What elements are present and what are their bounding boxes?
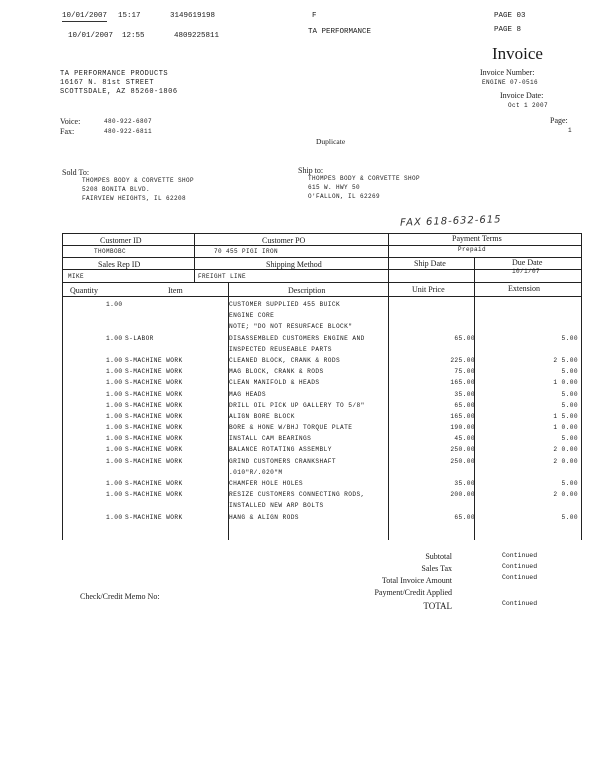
item-description: ALIGN BORE BLOCK	[229, 412, 295, 420]
item-unit-price: 35.00	[454, 480, 475, 487]
invoice-date-label: Invoice Date:	[500, 91, 544, 100]
table-row	[62, 334, 582, 345]
total-invoice-value: Continued	[502, 574, 538, 581]
item-qty: 1.00	[106, 334, 123, 342]
header-shipping-method: Shipping Method	[266, 260, 322, 269]
table-row	[62, 513, 582, 524]
ship-to-name: THOMPES BODY & CORVETTE SHOP	[308, 175, 421, 182]
item-extension: 2 0.00	[553, 491, 578, 499]
customer-po-value: 70 455 PIGI IRON	[214, 248, 279, 255]
voice-number: 480-922-6807	[104, 118, 153, 125]
header-ship-date: Ship Date	[414, 259, 446, 268]
company-street: 16167 N. 81st STREET	[60, 79, 155, 87]
item-code: S-LABOR	[125, 334, 154, 342]
table-row	[62, 401, 582, 412]
item-extension: 5.00	[561, 401, 578, 409]
item-extension: 2 0.00	[553, 457, 578, 465]
item-code: S-MACHINE WORK	[125, 480, 183, 487]
table-line	[62, 257, 582, 258]
table-row	[62, 423, 582, 434]
fax-header-company: TA PERFORMANCE	[308, 28, 372, 36]
header-unit-price: Unit Price	[412, 285, 445, 294]
fax-header-page-1: PAGE 03	[494, 12, 526, 20]
item-description: CUSTOMER SUPPLIED 455 BUICK	[229, 301, 341, 308]
item-code: S-MACHINE WORK	[125, 446, 183, 454]
subtotal-value: Continued	[502, 552, 538, 559]
sales-tax-label: Sales Tax	[421, 564, 452, 573]
fax-header-code-1: F	[312, 12, 317, 20]
item-description: CLEAN MANIFOLD & HEADS	[229, 379, 320, 387]
item-description: HANG & ALIGN RODS	[229, 513, 299, 521]
payment-applied-label: Payment/Credit Applied	[374, 588, 452, 597]
item-description: MAG HEADS	[229, 390, 267, 398]
item-extension: 5.00	[561, 390, 578, 398]
item-extension: 5.00	[561, 435, 578, 443]
total-invoice-label: Total Invoice Amount	[381, 576, 452, 585]
item-code: S-MACHINE WORK	[125, 401, 183, 409]
fax-label: Fax:	[60, 127, 75, 136]
item-unit-price: 45.00	[454, 435, 475, 443]
item-unit-price: 65.00	[454, 401, 475, 409]
company-city: SCOTTSDALE, AZ 85260-1806	[60, 88, 178, 96]
table-line	[62, 269, 582, 270]
item-qty: 1.00	[106, 412, 123, 420]
item-qty: 1.00	[106, 390, 123, 398]
item-extension: 5.00	[561, 368, 578, 376]
due-date-value: 10/1/07	[512, 268, 541, 275]
sales-tax-value: Continued	[502, 563, 538, 570]
table-row	[62, 490, 582, 501]
item-qty: 1.00	[106, 368, 123, 376]
invoice-date: Oct 1 2007	[508, 102, 549, 109]
fax-header-time-2: 12:55	[122, 32, 145, 40]
fax-header-page-2: PAGE 8	[494, 26, 522, 34]
table-line	[62, 296, 582, 297]
item-qty: 1.00	[106, 480, 123, 487]
table-divider	[474, 257, 475, 282]
table-row	[62, 479, 582, 490]
table-row	[62, 412, 582, 423]
item-extension: 5.00	[561, 334, 578, 342]
item-code: S-MACHINE WORK	[125, 368, 183, 376]
header-item: Item	[168, 286, 183, 295]
item-qty: 1.00	[106, 513, 123, 521]
item-extension: 5.00	[561, 513, 578, 521]
handwritten-fax-note: FAX 618-632-615	[399, 214, 502, 229]
item-qty: 1.00	[106, 401, 123, 409]
customer-id-value: THOMBOBC	[94, 248, 127, 255]
item-qty: 1.00	[106, 457, 123, 465]
item-description: CLEANED BLOCK, CRANK & RODS	[229, 356, 341, 364]
item-extension: 2 5.00	[553, 356, 578, 364]
table-top-border	[62, 233, 582, 234]
total-label: TOTAL	[423, 601, 452, 611]
fax-header-date-2: 10/01/2007	[68, 32, 114, 40]
item-unit-price: 165.00	[450, 379, 475, 387]
item-qty: 1.00	[106, 301, 123, 308]
fax-header-time-1: 15:17	[118, 12, 141, 20]
item-description: NOTE; "DO NOT RESURFACE BLOCK"	[229, 323, 353, 331]
ship-to-street: 615 W. HWY 50	[308, 184, 361, 191]
item-code: S-MACHINE WORK	[125, 435, 183, 443]
header-customer-po: Customer PO	[262, 236, 306, 245]
header-due-date: Due Date	[512, 258, 543, 267]
header-description: Description	[288, 286, 326, 295]
item-extension: 1 5.00	[553, 412, 578, 420]
total-value: Continued	[502, 600, 538, 607]
item-unit-price: 250.00	[450, 446, 475, 454]
sales-rep-value: MIKE	[68, 273, 85, 280]
item-unit-price: 75.00	[454, 368, 475, 376]
item-unit-price: 65.00	[454, 513, 475, 521]
table-row	[62, 345, 582, 356]
item-unit-price: 65.00	[454, 334, 475, 342]
check-memo-label: Check/Credit Memo No:	[80, 592, 160, 601]
invoice-title: Invoice	[492, 44, 543, 63]
table-row	[62, 300, 582, 311]
item-code: S-MACHINE WORK	[125, 379, 183, 387]
item-description: INSTALL CAM BEARINGS	[229, 435, 312, 443]
table-divider	[388, 257, 389, 282]
item-extension: 2 0.00	[553, 446, 578, 454]
table-row	[62, 311, 582, 322]
invoice-number-label: Invoice Number:	[480, 68, 535, 77]
fax-header-phone-2: 4809225811	[174, 32, 220, 40]
item-code: S-MACHINE WORK	[125, 491, 183, 499]
item-extension: 1 0.00	[553, 424, 578, 432]
sold-to-street: 5208 BONITA BLVD.	[82, 186, 151, 193]
item-description: CHAMFER HOLE HOLES	[229, 480, 304, 487]
item-description: BALANCE ROTATING ASSEMBLY	[229, 446, 332, 454]
invoice-number: ENGINE 07-0516	[482, 79, 539, 86]
table-divider	[388, 233, 389, 257]
item-qty: 1.00	[106, 491, 123, 499]
item-description: ENGINE CORE	[229, 312, 275, 320]
item-code: S-MACHINE WORK	[125, 457, 183, 465]
company-name: TA PERFORMANCE PRODUCTS	[60, 70, 169, 78]
table-row	[62, 457, 582, 468]
item-unit-price: 250.00	[450, 457, 475, 465]
item-extension: 5.00	[561, 480, 578, 487]
item-qty: 1.00	[106, 435, 123, 443]
table-row	[62, 445, 582, 456]
item-description: INSTALLED NEW ARP BOLTS	[229, 502, 324, 510]
header-sales-rep: Sales Rep ID	[98, 260, 141, 269]
item-description: DISASSEMBLED CUSTOMERS ENGINE AND	[229, 334, 365, 342]
item-unit-price: 225.00	[450, 356, 475, 364]
sold-to-label: Sold To:	[62, 168, 90, 177]
item-description: DRILL OIL PICK UP GALLERY TO 5/8"	[229, 401, 365, 409]
item-description: BORE & HONE W/BHJ TORQUE PLATE	[229, 424, 353, 432]
item-code: S-MACHINE WORK	[125, 412, 183, 420]
table-line	[62, 245, 582, 246]
item-unit-price: 165.00	[450, 412, 475, 420]
item-description: GRIND CUSTOMERS CRANKSHAFT	[229, 457, 336, 465]
header-quantity: Quantity	[70, 286, 98, 295]
item-code: S-MACHINE WORK	[125, 424, 183, 432]
item-description: .010"R/.020"M	[229, 468, 283, 476]
item-description: INSPECTED REUSEABLE PARTS	[229, 345, 332, 353]
subtotal-label: Subtotal	[425, 552, 452, 561]
item-extension: 1 0.00	[553, 379, 578, 387]
payment-terms-value: Prepaid	[458, 246, 487, 253]
table-line	[62, 282, 582, 283]
item-code: S-MACHINE WORK	[125, 513, 183, 521]
voice-label: Voice:	[60, 117, 81, 126]
item-qty: 1.00	[106, 424, 123, 432]
item-unit-price: 190.00	[450, 424, 475, 432]
sold-to-name: THOMPES BODY & CORVETTE SHOP	[82, 177, 195, 184]
ship-to-label: Ship to:	[298, 166, 324, 175]
sold-to-city: FAIRVIEW HEIGHTS, IL 62208	[82, 195, 187, 202]
page-label: Page:	[550, 116, 568, 125]
fax-header-date-1: 10/01/2007	[62, 12, 108, 20]
item-unit-price: 35.00	[454, 390, 475, 398]
fax-header-phone-1: 3149619198	[170, 12, 216, 20]
table-row	[62, 390, 582, 401]
item-qty: 1.00	[106, 356, 123, 364]
duplicate-label: Duplicate	[316, 137, 346, 146]
fax-number: 480-922-6811	[104, 128, 153, 135]
item-code: S-MACHINE WORK	[125, 356, 183, 364]
line-items	[62, 300, 582, 524]
header-customer-id: Customer ID	[100, 236, 142, 245]
item-description: MAG BLOCK, CRANK & RODS	[229, 368, 324, 376]
table-row	[62, 378, 582, 389]
table-row	[62, 468, 582, 479]
shipping-method-value: FREIGHT LINE	[198, 273, 247, 280]
header-payment-terms: Payment Terms	[452, 234, 502, 243]
header-extension: Extension	[508, 284, 540, 293]
table-row	[62, 322, 582, 333]
item-unit-price: 200.00	[450, 491, 475, 499]
table-row	[62, 356, 582, 367]
page-number: 1	[568, 127, 573, 134]
item-code: S-MACHINE WORK	[125, 390, 183, 398]
table-row	[62, 367, 582, 378]
item-description: RESIZE CUSTOMERS CONNECTING RODS,	[229, 491, 365, 499]
ship-to-city: O'FALLON, IL 62269	[308, 193, 381, 200]
item-qty: 1.00	[106, 446, 123, 454]
table-divider	[194, 233, 195, 282]
table-row	[62, 434, 582, 445]
item-qty: 1.00	[106, 379, 123, 387]
table-row	[62, 501, 582, 512]
